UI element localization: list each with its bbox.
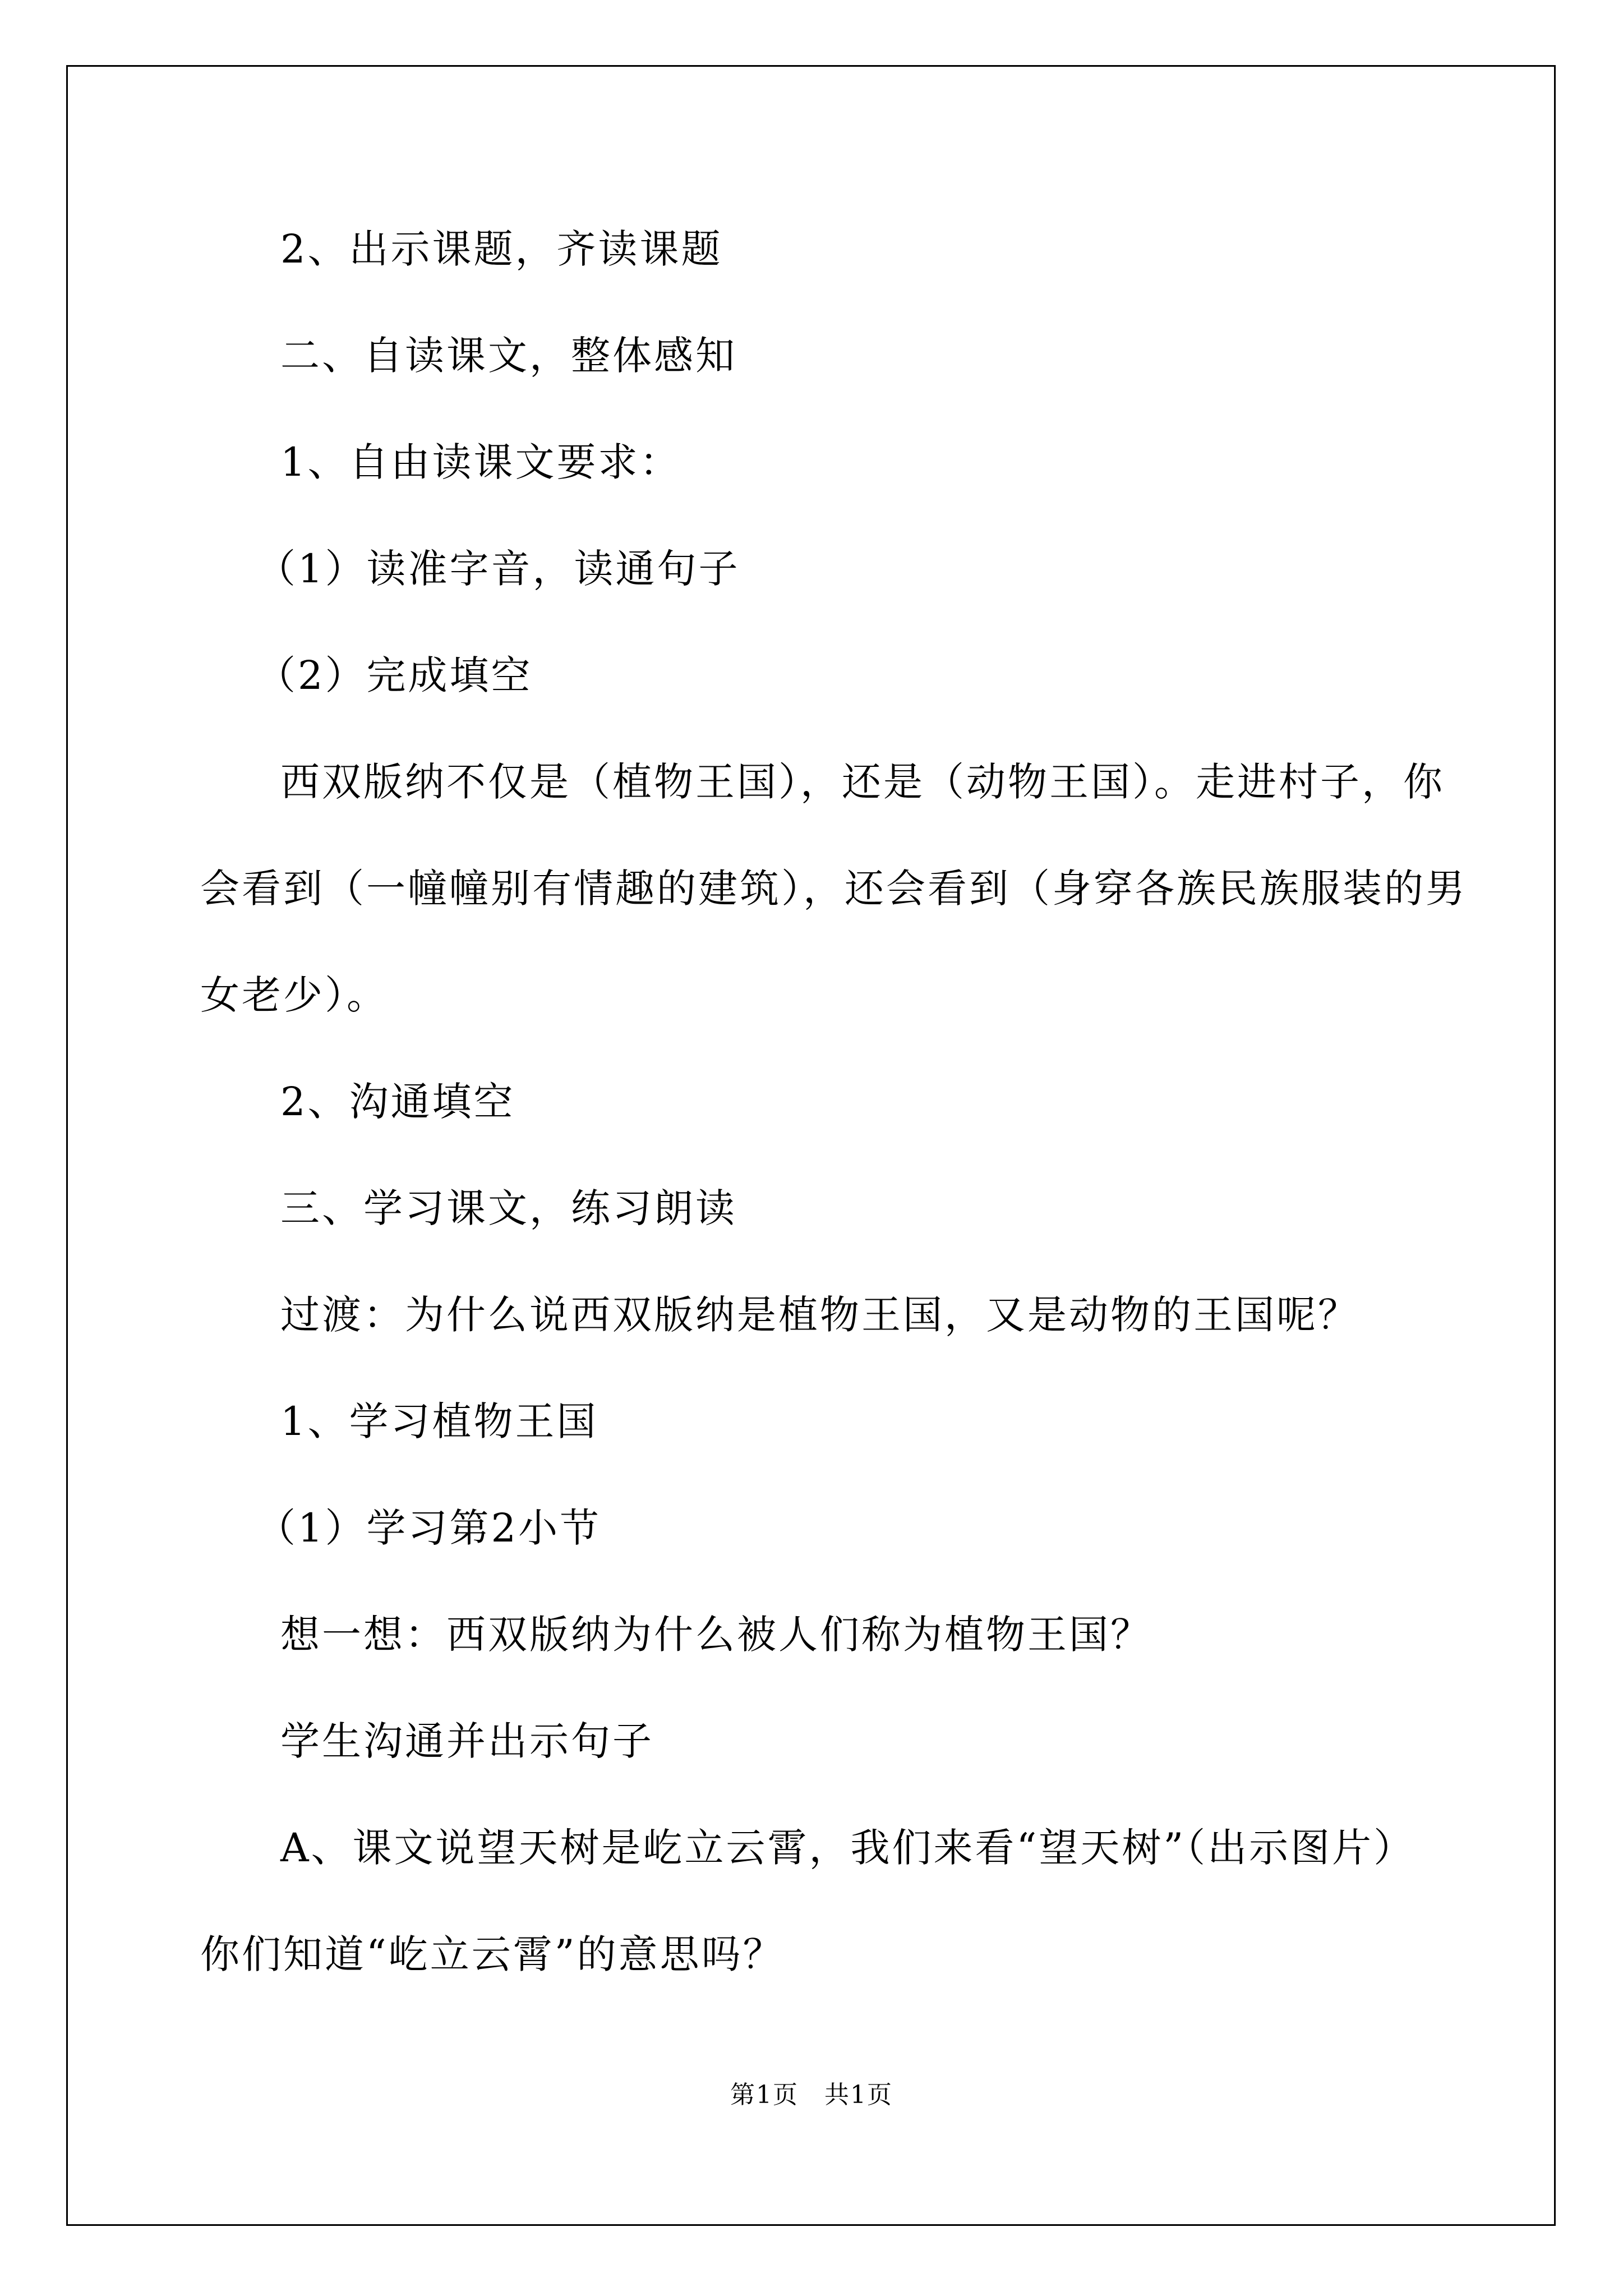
section-heading: 三、学习课文，练习朗读 [280, 1185, 737, 1231]
text-line: （2）完成填空 [256, 652, 533, 698]
text-line: 1、自由读课文要求： [280, 439, 681, 485]
text-line: 过渡：为什么说西双版纳是植物王国，又是动物的王国呢？ [280, 1292, 1359, 1338]
text-line: 1、学习植物王国 [280, 1398, 598, 1444]
text-line: 会看到（一幢幢别有情趣的建筑），还会看到（身穿各族民族服装的男 [200, 866, 1467, 912]
page-border [66, 65, 1556, 2226]
text-line: （1）读准字音，读通句子 [256, 546, 740, 592]
text-line: 2、出示课题，齐读课题 [280, 226, 723, 272]
text-line: （1）学习第2小节 [256, 1505, 602, 1551]
text-line: 想一想：西双版纳为什么被人们称为植物王国？ [280, 1612, 1152, 1658]
text-line: 学生沟通并出示句子 [280, 1718, 654, 1764]
text-line: 2、沟通填空 [280, 1079, 515, 1125]
text-line: 女老少）。 [200, 972, 388, 1018]
text-line: 你们知道“屹立云霄”的意思吗？ [200, 1931, 785, 1977]
page-number-footer: 第1页 共1页 [730, 2081, 893, 2109]
text-line: A、课文说望天树是屹立云霄，我们来看“望天树”（出示图片） [280, 1825, 1415, 1871]
text-line: 西双版纳不仅是（植物王国），还是（动物王国）。走进村子，你 [280, 759, 1445, 805]
section-heading: 二、自读课文，整体感知 [280, 333, 737, 379]
